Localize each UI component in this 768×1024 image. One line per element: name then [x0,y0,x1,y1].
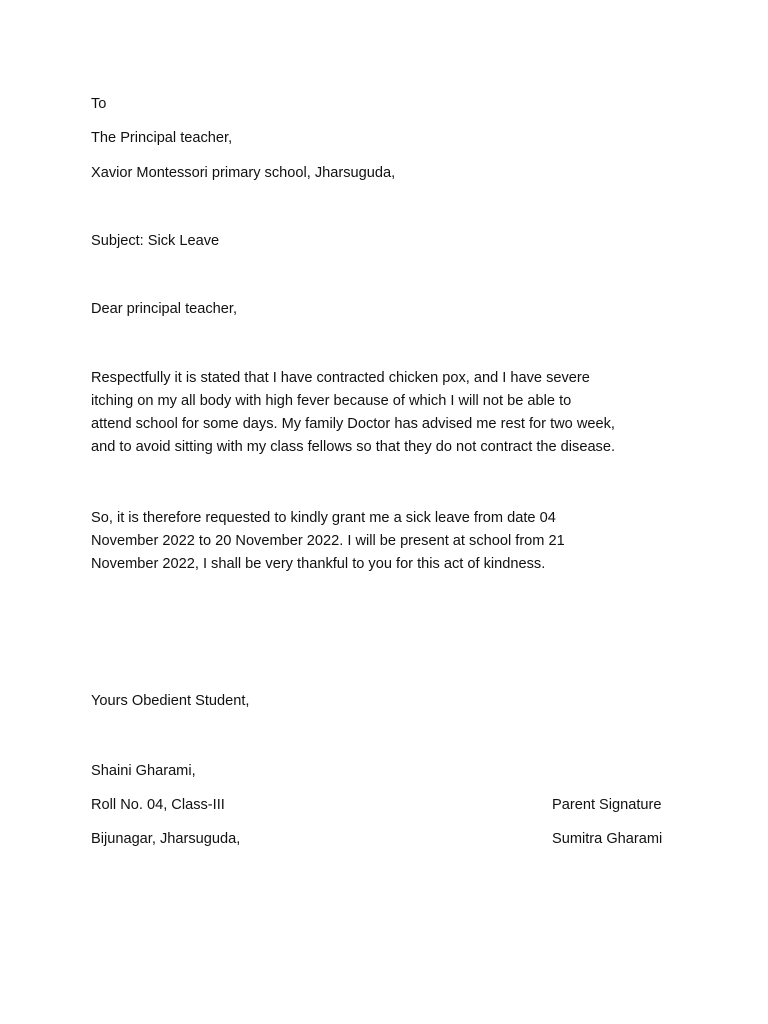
to-line: To [91,96,107,112]
body-paragraph-1-line: Respectfully it is stated that I have contracted chicken pox, and I have severe [91,370,590,386]
parent-name: Sumitra Gharami [552,831,663,847]
body-paragraph-1 [91,367,691,459]
body-paragraph-1-line: attend school for some days. My family Doctor has advised me rest for two week, [91,416,615,432]
parent-signature-label: Parent Signature [552,797,662,813]
body-paragraph-1-line: itching on my all body with high fever because of which I will not be able to [91,393,572,409]
recipient-title: The Principal teacher, [91,130,233,146]
body-paragraph-2-line: November 2022, I shall be very thankful to you for this act of kindness. [91,556,546,572]
closing: Yours Obedient Student, [91,693,250,709]
sender-address: Bijunagar, Jharsuguda, [91,831,241,847]
body-paragraph-2-line: November 2022 to 20 November 2022. I will be present at school from 21 [91,533,565,549]
body-paragraph-2 [91,507,691,576]
body-paragraph-1-line: and to avoid sitting with my class fellows so that they do not contract the disease. [91,439,616,455]
body-paragraph-2-line: So, it is therefore requested to kindly grant me a sick leave from date 04 [91,510,556,526]
recipient-school: Xavior Montessori primary school, Jharsuguda, [91,165,396,181]
salutation: Dear principal teacher, [91,301,238,317]
sender-roll: Roll No. 04, Class-III [91,797,225,813]
sender-name: Shaini Gharami, [91,763,196,779]
subject-line: Subject: Sick Leave [91,233,220,249]
